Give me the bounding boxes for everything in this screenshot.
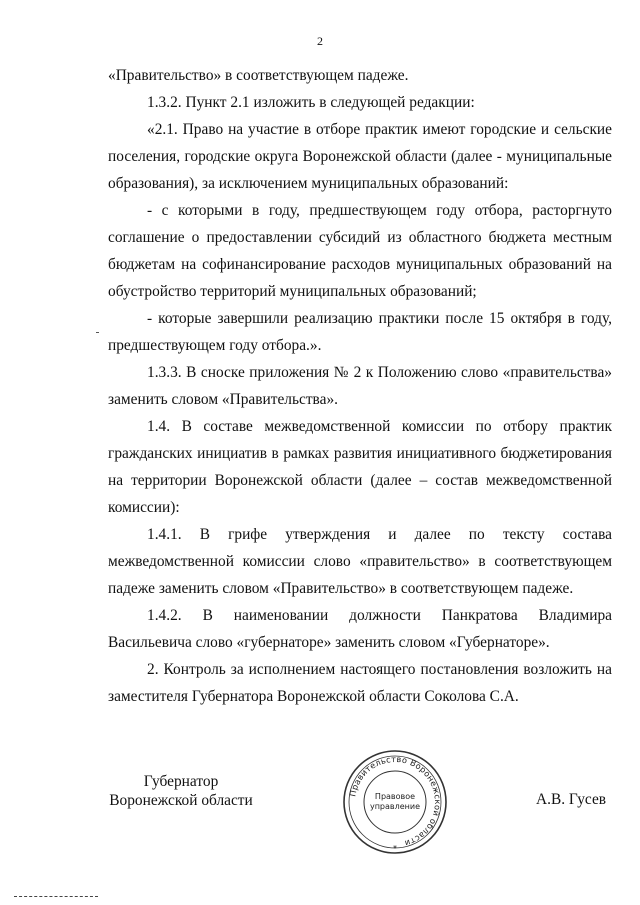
signature-name: А.В. Гусев xyxy=(536,791,607,808)
seal-inner-line2: управление xyxy=(369,802,421,811)
paragraph-continuation: «Правительство» в соответствующем падеже. xyxy=(108,67,409,84)
page-number: 2 xyxy=(317,34,323,48)
official-seal xyxy=(340,747,450,857)
paragraph-1-4-2: 1.4.2. В наименовании должности Панкратова Владимира Васильевича слово «губернаторе» заменить словом «Губернаторе». xyxy=(108,607,612,651)
paragraph-1-3-3: 1.3.3. В сноске приложения № 2 к Положению слово «правительства» заменить словом «Правительства». xyxy=(108,364,612,408)
paragraph-dash-item-2: - которые завершили реализацию практики после 15 октября в году, предшествующем году отбора.». xyxy=(108,310,612,354)
paragraph-1-4: 1.4. В составе межведомственной комиссии по отбору практик гражданских инициатив в рамках развития инициативного бюджетирования на территории Воронежской области (далее – состав межведомственной комиссии): xyxy=(108,418,612,516)
signature-title-line2: Воронежской области xyxy=(109,792,253,809)
seal-outer-text: Правительство Воронежской области xyxy=(347,753,444,849)
seal-star: * xyxy=(393,844,397,853)
seal-inner-line1: Правовое xyxy=(374,792,416,801)
document-body xyxy=(108,62,612,710)
signature-title-line1: Губернатор xyxy=(143,773,219,790)
paragraph-1-3-2: 1.3.2. Пункт 2.1 изложить в следующей редакции: xyxy=(147,94,475,111)
paragraph-2-1-quote: «2.1. Право на участие в отборе практик имеют городские и сельские поселения, городские округа Воронежской области (далее - муниципальные образования), за исключением муниципальных образований: xyxy=(108,121,612,192)
paragraph-dash-item-1: - с которыми в году, предшествующем году отбора, расторгнуто соглашение о предоставлении субсидий из областного бюджета местным бюджетам на софинансирование расходов муниципальных образований на обустройство территорий муниципальных образований; xyxy=(108,202,612,300)
signature-title xyxy=(96,772,266,810)
paragraph-1-4-1: 1.4.1. В грифе утверждения и далее по тексту состава межведомственной комиссии слово «правительство» в соответствующем падеже заменить словом «Правительство» в соответствующем падеже. xyxy=(108,526,612,597)
paragraph-2-control: 2. Контроль за исполнением настоящего постановления возложить на заместителя Губернатора Воронежской области Соколова С.А. xyxy=(108,661,612,705)
margin-mark xyxy=(96,332,99,333)
footer-rule xyxy=(14,896,98,898)
